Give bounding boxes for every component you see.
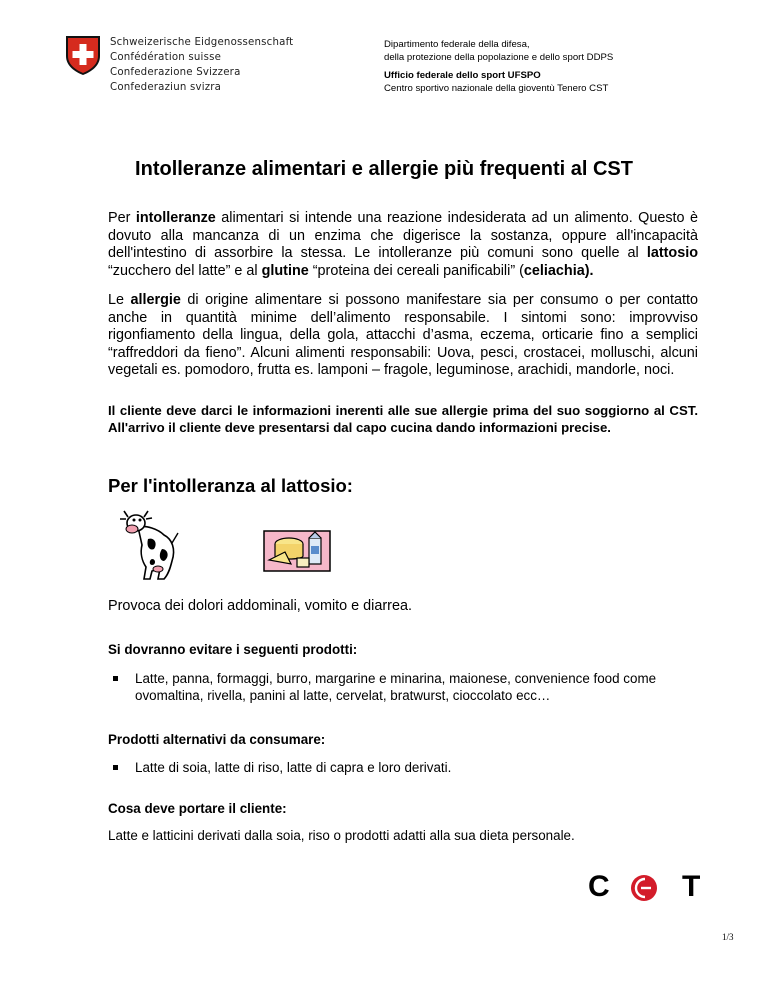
client-text: Latte e latticini derivati dalla soia, riso o prodotti adatti alla sua dieta personale. [108,828,575,843]
alternatives-item-text: Latte di soia, latte di riso, latte di capra e loro derivati. [135,760,452,775]
confederation-line: Confédération suisse [110,52,222,63]
client-heading: Cosa deve portare il cliente: [108,801,287,816]
bold-term: intolleranze [135,210,216,226]
office-name [384,70,608,96]
symptoms-text: Provoca dei dolori addominali, vomito e diarrea. [108,598,412,614]
page-title: Intolleranze alimentari e allergie più frequenti al CST [135,158,633,180]
bold-term: glutine [261,262,309,279]
cst-logo-t: T [682,870,701,903]
office-title: Ufficio federale dello sport UFSPO [384,70,541,81]
bold-term: celiachia). [523,262,594,279]
bullet-icon [113,765,118,770]
cow-icon [118,509,184,581]
bold-term: allergie [130,292,181,308]
bullet-icon [113,676,118,681]
confederation-line: Confederaziun svizra [110,82,222,93]
allergy-paragraph [108,292,698,380]
department-line: Dipartimento federale della difesa, [384,39,530,50]
text: “zucchero del latte” e al [108,262,262,279]
confederation-names [110,35,293,95]
client-notice: Il cliente deve darci le informazioni inerenti alle sue allergie prima del suo soggiorno al CST. All'arrivo il cliente deve presentarsi dal capo cucina dando informazioni precise. [108,403,698,435]
text: “proteina dei cereali panificabili” ( [308,262,524,279]
department-line: della protezione della popolazione e dello sport DDPS [384,51,614,63]
text: Per [108,210,136,226]
alternatives-heading: Prodotti alternativi da consumare: [108,732,326,747]
text: Le [108,292,131,308]
confederation-line: Schweizerische Eidgenossenschaft [110,37,294,48]
swiss-crest-icon [64,34,102,76]
text: alimentari si intende una reazione indesiderata ad un alimento. Questo è dovuto alla mancanza di un enzima che digerisce la sostanza, oppure all'incapacità dell'intestino di assorbire la stessa. Le intolleranze più comuni sono quelle al [108,210,698,262]
page-number: 1/3 [722,932,734,942]
bold-term: lattosio [646,245,698,262]
lactose-heading: Per l'intolleranza al lattosio: [108,475,353,496]
avoid-heading: Si dovranno evitare i seguenti prodotti: [108,642,358,657]
office-subtitle: Centro sportivo nazionale della gioventù Tenero CST [384,82,609,94]
dairy-products-icon [263,530,331,572]
confederation-line: Confederazione Svizzera [110,67,241,78]
text: di origine alimentare si possono manifestare sia per consumo o per contatto anche in quantità minime dell’alimento responsabile. I sintomi sono: improvviso rigonfiamento della lingua, della gola, attacchi d’asma, eczema, orticarie fino a semplici “raffreddori da fieno”. Alcuni alimenti responsabili: Uova, pesci, crostacei, molluschi, alcuni vegetali es. pomodoro, frutta es. lamponi – fragole, leguminose, arachidi, mandorle, noci. [108,292,698,379]
department-name [384,39,613,65]
cst-logo-c: C [588,870,610,903]
intolerance-paragraph [108,210,698,280]
avoid-item-text: Latte, panna, formaggi, burro, margarine e minarina, maionese, convenience food come ovomaltina, rivella, panini al latte, cervelat, bratwurst, cioccolato ecc… [135,671,657,703]
cst-logo-icon [629,873,659,903]
